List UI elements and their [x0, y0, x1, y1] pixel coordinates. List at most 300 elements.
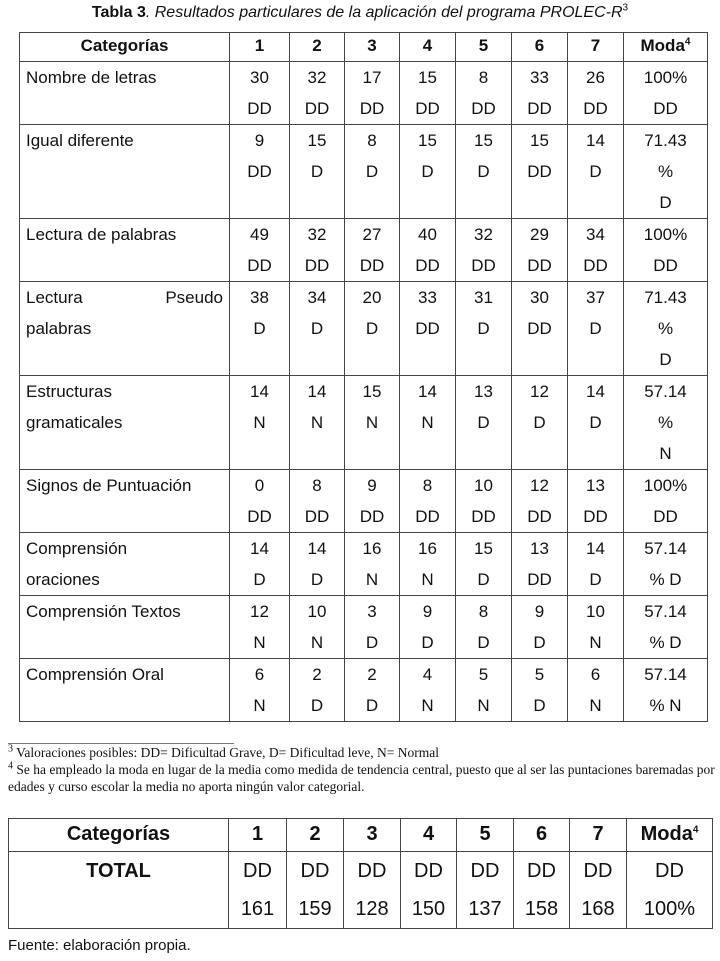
category-label: gramaticales — [26, 413, 123, 432]
header-cell — [229, 819, 287, 852]
moda-value: 71.43 — [644, 131, 687, 150]
moda-value: 71.43 — [644, 288, 687, 307]
moda-cell — [624, 125, 708, 219]
moda-value: 57.14 — [644, 382, 687, 401]
category-cell — [20, 219, 230, 282]
header-label: Moda — [640, 823, 693, 845]
moda-value: % D — [649, 633, 682, 652]
header-label: Categorías — [66, 823, 171, 845]
score-cell — [290, 376, 345, 470]
score-level: DD — [415, 507, 440, 526]
score-level: D — [310, 162, 324, 181]
moda-value: 100% — [643, 68, 688, 87]
score-cell — [456, 219, 512, 282]
total-value: 161 — [240, 898, 275, 920]
score-cell — [345, 596, 400, 659]
header-moda-sup: 4 — [684, 36, 691, 48]
category-label: Estructuras — [26, 382, 112, 401]
score-level: D — [421, 162, 434, 181]
score-cell — [290, 282, 345, 376]
header-cell — [627, 819, 713, 852]
category-label: Comprensión Textos — [26, 602, 181, 621]
moda-cell — [624, 219, 708, 282]
score-cell — [568, 219, 624, 282]
score-cell — [345, 470, 400, 533]
header-cell — [570, 819, 627, 852]
moda-value: DD — [653, 256, 678, 275]
score-cell — [400, 470, 456, 533]
score-level: D — [310, 319, 324, 338]
score-level: N — [365, 570, 379, 589]
score-cell — [512, 470, 568, 533]
score-level: N — [253, 413, 266, 432]
score-value: 8 — [422, 476, 433, 495]
score-cell — [512, 533, 568, 596]
score-cell — [456, 533, 512, 596]
score-cell — [290, 533, 345, 596]
score-cell — [230, 219, 290, 282]
header-cell — [624, 33, 708, 62]
score-cell — [230, 659, 290, 722]
score-level: D — [365, 633, 379, 652]
score-cell — [512, 219, 568, 282]
totals-table — [8, 818, 713, 929]
footnote-3-marker: 3 — [8, 743, 13, 755]
table-row — [20, 533, 708, 596]
score-value: 20 — [362, 288, 382, 307]
score-cell — [290, 62, 345, 125]
score-level: N — [253, 696, 266, 715]
results-table-body — [20, 62, 708, 722]
score-cell — [568, 376, 624, 470]
total-cell — [229, 852, 287, 929]
table-caption — [0, 3, 720, 23]
score-value: 12 — [250, 602, 269, 621]
score-level: D — [533, 413, 546, 432]
table-row — [9, 852, 713, 929]
table-row — [20, 219, 708, 282]
moda-cell — [624, 659, 708, 722]
score-cell — [345, 125, 400, 219]
score-level: D — [477, 413, 490, 432]
score-level: DD — [247, 99, 272, 118]
moda-value: N — [659, 444, 672, 463]
score-value: 37 — [586, 288, 605, 307]
score-value: 16 — [418, 539, 437, 558]
score-cell — [400, 376, 456, 470]
score-level: D — [477, 162, 490, 181]
category-label: Comprensión Oral — [26, 665, 164, 684]
table-row — [20, 376, 708, 470]
score-value: 14 — [250, 539, 269, 558]
total-value: 159 — [298, 898, 332, 920]
score-level: N — [365, 413, 379, 432]
total-value: 158 — [524, 898, 559, 920]
header-cell — [400, 33, 456, 62]
score-value: 31 — [474, 288, 493, 307]
total-value: 168 — [581, 898, 615, 920]
score-level: D — [365, 696, 379, 715]
score-value: 33 — [418, 288, 437, 307]
header-label: 1 — [251, 823, 264, 845]
moda-value: 100% — [643, 476, 688, 495]
totals-table-header — [9, 819, 713, 852]
score-cell — [290, 596, 345, 659]
score-level: D — [589, 319, 602, 338]
moda-value: % — [657, 162, 674, 181]
score-cell — [290, 659, 345, 722]
score-value: 34 — [586, 225, 605, 244]
score-value: 14 — [586, 539, 605, 558]
footnote-3-text: Valoraciones posibles: DD= Dificultad Grave, D= Dificultad leve, N= Normal — [13, 745, 439, 760]
score-cell — [400, 62, 456, 125]
score-level: D — [589, 162, 602, 181]
total-cell — [514, 852, 570, 929]
moda-value: DD — [653, 507, 678, 526]
score-level: DD — [471, 507, 496, 526]
header-label: 5 — [479, 823, 491, 845]
score-value: 13 — [474, 382, 493, 401]
header-label: 7 — [592, 823, 604, 845]
score-value: 15 — [530, 131, 549, 150]
score-value: 4 — [422, 665, 433, 684]
footnote-4 — [8, 761, 720, 795]
score-value: 9 — [422, 602, 433, 621]
score-cell — [345, 219, 400, 282]
score-level: D — [253, 319, 266, 338]
score-cell — [290, 219, 345, 282]
score-level: N — [589, 633, 602, 652]
score-level: DD — [359, 99, 385, 118]
category-label: Comprensión — [26, 539, 128, 558]
total-level: DD — [655, 860, 684, 882]
score-cell — [512, 282, 568, 376]
score-value: 14 — [307, 539, 327, 558]
header-label: 3 — [366, 823, 378, 845]
score-value: 32 — [474, 225, 493, 244]
score-value: 10 — [474, 476, 493, 495]
table-row — [20, 596, 708, 659]
footnotes — [8, 744, 720, 795]
moda-value: 57.14 — [644, 602, 687, 621]
score-value: 32 — [307, 68, 327, 87]
score-cell — [456, 125, 512, 219]
score-level: DD — [247, 162, 272, 181]
score-level: N — [421, 413, 434, 432]
score-level: DD — [304, 256, 330, 275]
header-label: 4 — [422, 823, 435, 845]
score-level: DD — [304, 99, 330, 118]
header-cell — [512, 33, 568, 62]
score-value: 9 — [534, 602, 545, 621]
footnote-3 — [8, 744, 720, 761]
score-cell — [345, 533, 400, 596]
score-value: 26 — [586, 68, 605, 87]
score-cell — [400, 125, 456, 219]
table-caption-label: Tabla 3 — [91, 4, 146, 21]
category-label: oraciones — [26, 570, 100, 589]
score-level: DD — [471, 99, 496, 118]
total-value: 100% — [643, 898, 696, 920]
score-level: D — [310, 570, 324, 589]
header-cell — [457, 819, 514, 852]
moda-cell — [624, 533, 708, 596]
score-cell — [230, 470, 290, 533]
total-level: DD — [583, 860, 613, 882]
score-value: 27 — [362, 225, 382, 244]
header-label: 3 — [367, 36, 377, 55]
header-cell — [456, 33, 512, 62]
score-cell — [230, 596, 290, 659]
score-value: 8 — [478, 602, 489, 621]
score-level: DD — [527, 570, 552, 589]
total-level: DD — [527, 860, 556, 882]
header-label: 7 — [590, 36, 601, 55]
score-cell — [568, 282, 624, 376]
score-level: DD — [527, 507, 552, 526]
score-level: DD — [471, 256, 496, 275]
score-cell — [400, 533, 456, 596]
header-label: 6 — [534, 36, 545, 55]
header-cell — [568, 33, 624, 62]
score-value: 15 — [474, 539, 493, 558]
table-row — [20, 470, 708, 533]
score-value: 15 — [474, 131, 493, 150]
category-label: Lectura Pseudo — [26, 288, 223, 307]
header-label: 6 — [535, 823, 548, 845]
score-cell — [230, 533, 290, 596]
header-label: 4 — [422, 36, 433, 55]
score-level: N — [253, 633, 266, 652]
total-label-cell — [9, 852, 229, 929]
score-cell — [400, 282, 456, 376]
score-level: DD — [359, 256, 385, 275]
moda-cell — [624, 376, 708, 470]
header-label: 1 — [254, 36, 265, 55]
score-level: N — [421, 696, 434, 715]
score-value: 17 — [362, 68, 382, 87]
score-cell — [456, 62, 512, 125]
score-value: 14 — [586, 382, 605, 401]
score-level: D — [253, 570, 266, 589]
score-level: N — [477, 696, 490, 715]
score-cell — [456, 376, 512, 470]
score-value: 9 — [254, 131, 265, 150]
score-cell — [400, 219, 456, 282]
moda-value: D — [659, 350, 672, 369]
score-value: 8 — [478, 68, 489, 87]
score-cell — [230, 125, 290, 219]
score-level: D — [589, 413, 602, 432]
moda-cell — [624, 470, 708, 533]
score-value: 30 — [530, 288, 549, 307]
score-cell — [568, 659, 624, 722]
score-level: N — [421, 570, 434, 589]
score-value: 3 — [367, 602, 377, 621]
score-level: DD — [583, 507, 608, 526]
category-label: palabras — [26, 319, 92, 338]
score-level: DD — [527, 256, 552, 275]
score-level: DD — [415, 319, 440, 338]
score-cell — [568, 533, 624, 596]
score-value: 9 — [367, 476, 377, 495]
moda-value: % N — [649, 696, 682, 715]
score-value: 38 — [250, 288, 269, 307]
total-level: DD — [470, 860, 500, 882]
score-level: DD — [304, 507, 330, 526]
score-level: DD — [247, 507, 272, 526]
score-value: 10 — [307, 602, 327, 621]
category-cell — [20, 659, 230, 722]
score-level: DD — [527, 319, 552, 338]
score-value: 2 — [312, 665, 322, 684]
score-value: 30 — [250, 68, 269, 87]
total-cell — [287, 852, 344, 929]
category-cell — [20, 62, 230, 125]
total-cell — [457, 852, 514, 929]
score-level: D — [533, 696, 546, 715]
score-value: 29 — [530, 225, 549, 244]
footnote-4-text: Se ha empleado la moda en lugar de la media como medida de tendencia central, puesto que al ser las puntaciones baremadas por edades y curso escolar la media no aporta ningún valor categorial. — [8, 762, 715, 794]
score-value: 14 — [586, 131, 605, 150]
score-level: DD — [359, 507, 385, 526]
moda-value: 57.14 — [644, 539, 687, 558]
header-cell — [287, 819, 344, 852]
total-cell — [401, 852, 457, 929]
score-cell — [230, 282, 290, 376]
moda-value: % D — [649, 570, 682, 589]
score-value: 15 — [418, 68, 437, 87]
score-value: 12 — [530, 382, 549, 401]
score-value: 32 — [307, 225, 327, 244]
results-table-header — [20, 33, 708, 62]
header-cell — [20, 33, 230, 62]
category-cell — [20, 376, 230, 470]
header-cell — [514, 819, 570, 852]
score-value: 14 — [250, 382, 269, 401]
score-value: 13 — [586, 476, 605, 495]
score-level: DD — [527, 99, 552, 118]
score-value: 34 — [307, 288, 327, 307]
source-note: Fuente: elaboración propia. — [8, 937, 191, 954]
table-row — [20, 659, 708, 722]
header-cell — [401, 819, 457, 852]
score-cell — [568, 125, 624, 219]
score-level: D — [365, 319, 379, 338]
moda-value: % — [657, 413, 674, 432]
score-cell — [512, 659, 568, 722]
score-level: N — [310, 633, 324, 652]
total-cell — [570, 852, 627, 929]
moda-value: 57.14 — [644, 665, 687, 684]
score-value: 33 — [530, 68, 549, 87]
table-row — [20, 125, 708, 219]
total-label: TOTAL — [86, 860, 151, 882]
header-cell — [344, 819, 401, 852]
category-cell — [20, 533, 230, 596]
score-level: DD — [583, 256, 608, 275]
score-cell — [568, 470, 624, 533]
results-table — [19, 32, 708, 722]
score-level: DD — [583, 99, 608, 118]
score-cell — [345, 376, 400, 470]
moda-cell — [624, 62, 708, 125]
score-level: D — [421, 633, 434, 652]
score-value: 8 — [312, 476, 322, 495]
category-label: Signos de Puntuación — [26, 476, 192, 495]
total-level: DD — [414, 860, 443, 882]
score-cell — [512, 125, 568, 219]
score-cell — [230, 376, 290, 470]
score-level: N — [310, 413, 324, 432]
score-level: DD — [247, 256, 272, 275]
category-label: Igual diferente — [26, 131, 134, 150]
score-level: D — [310, 696, 324, 715]
score-value: 15 — [418, 131, 437, 150]
score-value: 13 — [530, 539, 549, 558]
header-cell — [9, 819, 229, 852]
score-level: N — [589, 696, 602, 715]
score-value: 2 — [367, 665, 377, 684]
total-value: 137 — [468, 898, 502, 920]
total-value: 128 — [355, 898, 389, 920]
total-level: DD — [300, 860, 330, 882]
score-cell — [456, 659, 512, 722]
score-value: 6 — [590, 665, 601, 684]
table-row — [20, 282, 708, 376]
score-cell — [230, 62, 290, 125]
table-row — [20, 62, 708, 125]
total-cell — [344, 852, 401, 929]
score-value: 10 — [586, 602, 605, 621]
header-label: Moda — [640, 36, 685, 55]
score-cell — [400, 596, 456, 659]
score-cell — [400, 659, 456, 722]
moda-cell — [624, 282, 708, 376]
score-cell — [345, 659, 400, 722]
category-cell — [20, 470, 230, 533]
score-value: 14 — [418, 382, 437, 401]
score-value: 5 — [478, 665, 489, 684]
score-value: 12 — [530, 476, 549, 495]
total-level: DD — [243, 860, 272, 882]
score-value: 14 — [307, 382, 327, 401]
score-cell — [345, 282, 400, 376]
moda-value: 100% — [643, 225, 688, 244]
header-label: 2 — [309, 823, 321, 845]
header-cell — [345, 33, 400, 62]
moda-value: % — [657, 319, 674, 338]
score-level: D — [477, 319, 490, 338]
score-value: 49 — [250, 225, 269, 244]
footnote-4-marker: 4 — [8, 760, 13, 772]
header-label: 5 — [478, 36, 489, 55]
score-value: 15 — [362, 382, 382, 401]
table-caption-text: . Resultados particulares de la aplicación del programa PROLEC-R — [145, 4, 623, 21]
total-cell — [627, 852, 713, 929]
score-cell — [512, 596, 568, 659]
category-label: Lectura de palabras — [26, 225, 177, 244]
header-moda-sup: 4 — [692, 824, 699, 836]
total-level: DD — [357, 860, 387, 882]
score-cell — [290, 470, 345, 533]
total-value: 150 — [411, 898, 446, 920]
category-label: Nombre de letras — [26, 68, 157, 87]
score-cell — [568, 62, 624, 125]
score-cell — [345, 62, 400, 125]
score-level: D — [477, 633, 490, 652]
score-value: 6 — [254, 665, 265, 684]
